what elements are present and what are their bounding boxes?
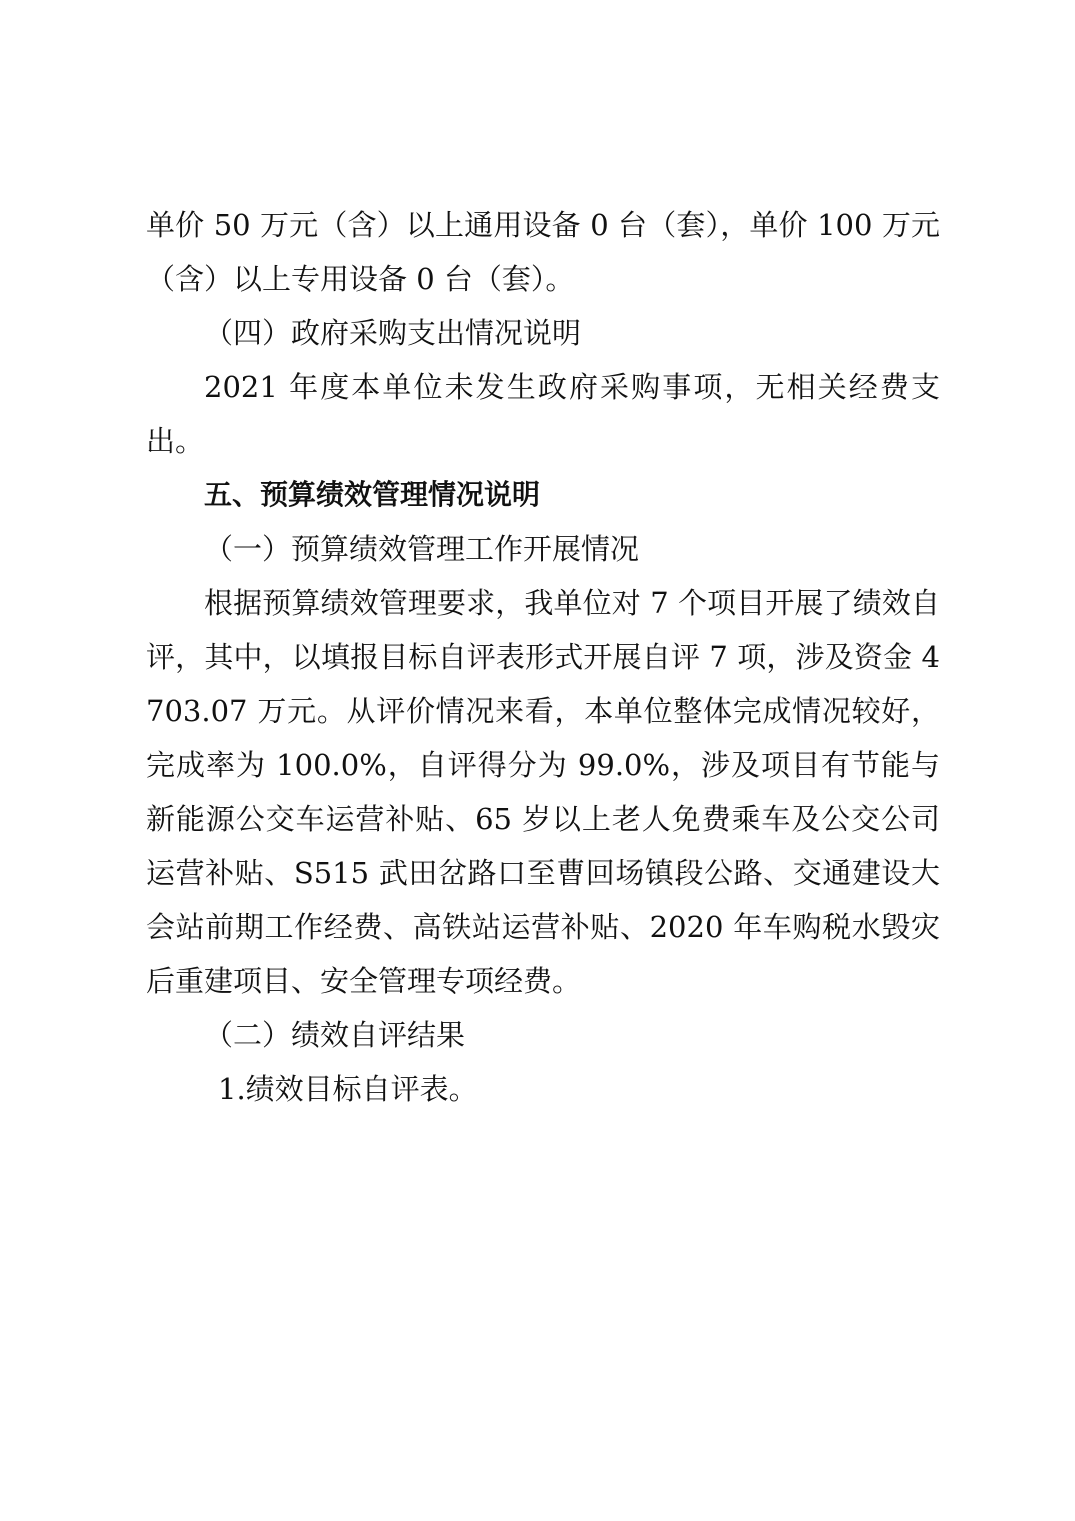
paragraph-equipment-summary: 单价 50 万元（含）以上通用设备 0 台（套），单价 100 万元（含）以上专用设备 0 台（套）。 bbox=[146, 208, 940, 296]
paragraph-government-procurement: 2021 年度本单位未发生政府采购事项，无相关经费支出。 bbox=[146, 370, 940, 458]
list-item-performance-target-table: 1.绩效目标自评表。 bbox=[218, 1072, 478, 1106]
subsection-heading-self-evaluation: （二）绩效自评结果 bbox=[204, 1018, 466, 1052]
subsection-heading-performance-work: （一）预算绩效管理工作开展情况 bbox=[204, 532, 640, 566]
section-heading-budget-performance: 五、预算绩效管理情况说明 bbox=[204, 478, 541, 511]
paragraph-performance-details: 根据预算绩效管理要求，我单位对 7 个项目开展了绩效自评，其中，以填报目标自评表形式开展自评 7 项，涉及资金 4703.07 万元。从评价情况来看，本单位整体完成情况较好，完成率为 100.0%，自评得分为 99.0%，涉及项目有节能与新能源公交车运营补贴、65 岁以上老人免费乘车及公交公司运营补贴、S515 武田岔路口至曹回场镇段公路、交通建设大会站前期工作经费、高铁站运营补贴、2020 年车购税水毁灾后重建项目、安全管理专项经费。 bbox=[146, 586, 940, 998]
section-heading-government-procurement: （四）政府采购支出情况说明 bbox=[204, 316, 582, 350]
document-body bbox=[146, 198, 940, 1116]
